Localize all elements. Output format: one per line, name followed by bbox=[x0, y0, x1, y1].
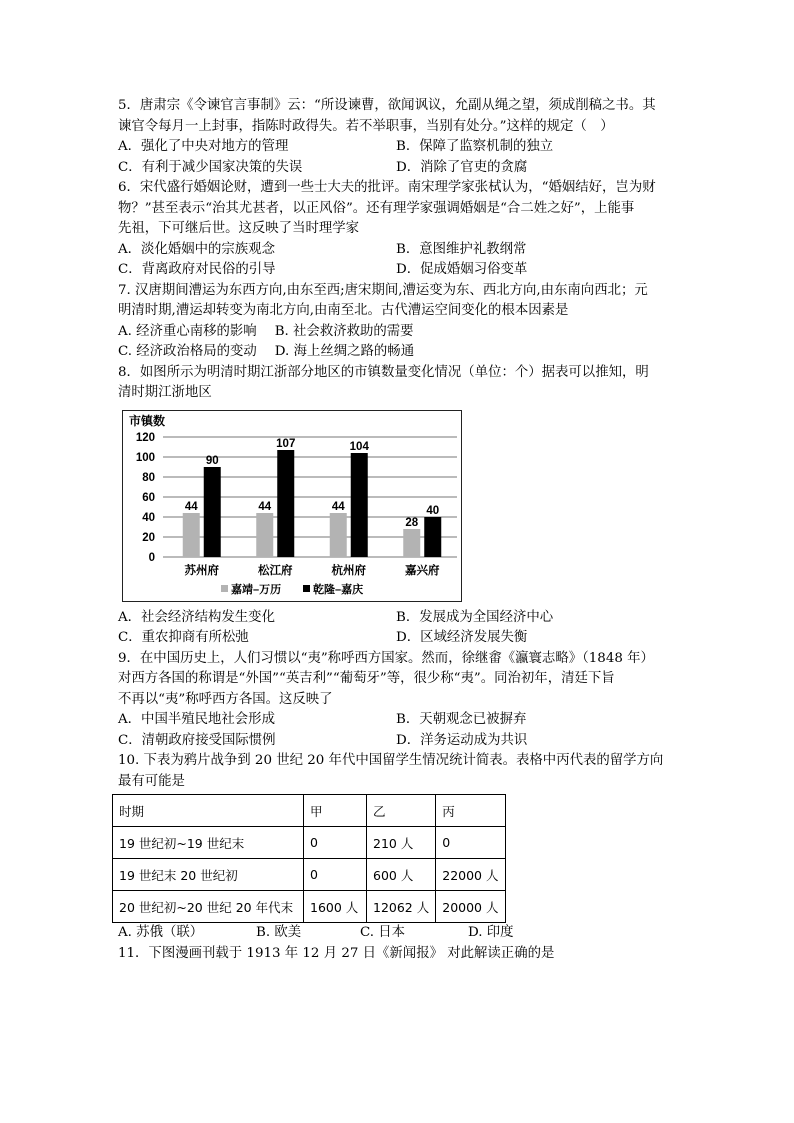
option-c: C. 日本 bbox=[360, 925, 406, 940]
question-10-stem-line: 最有可能是 bbox=[118, 773, 185, 789]
option-d: D．洋务运动成为共识 bbox=[396, 732, 528, 748]
question-11 bbox=[118, 944, 678, 965]
question-7-stem-line: 7. 汉唐期间漕运为东西方向,由东至西;唐宋期间,漕运变为东、西北方向,由东南向西北；元 bbox=[118, 282, 648, 298]
table-header-cell: 时期 bbox=[113, 795, 304, 827]
question-6 bbox=[118, 178, 678, 281]
y-tick-label: 20 bbox=[142, 531, 155, 544]
data-label: 90 bbox=[205, 454, 219, 467]
option-c: C．背离政府对民俗的引导 bbox=[118, 262, 276, 277]
option-c: C．重农抑商有所松弛 bbox=[118, 630, 249, 645]
table-cell: 1600 人 bbox=[304, 891, 367, 923]
question-6-options-row bbox=[118, 240, 678, 261]
y-tick-label: 0 bbox=[148, 551, 155, 564]
table-cell: 20 世纪初~20 世纪 20 年代末 bbox=[113, 891, 304, 923]
question-8-stem-line: 清时期江浙地区 bbox=[118, 385, 212, 400]
question-5-options-row bbox=[118, 158, 678, 179]
y-tick-label: 40 bbox=[142, 511, 155, 524]
question-5-stem-line: 谏官令每月一上封事，指陈时政得失。若不举职事，当别有处分。”这样的规定（ ） bbox=[118, 118, 614, 134]
option-d: D. 海上丝绸之路的畅通 bbox=[274, 344, 415, 359]
data-label: 107 bbox=[276, 437, 296, 450]
table-cell: 19 世纪末 20 世纪初 bbox=[113, 859, 304, 891]
bar-chart-svg bbox=[123, 411, 461, 601]
bar-series-2 bbox=[277, 450, 294, 557]
exam-page bbox=[118, 96, 678, 964]
option-a: A．淡化婚姻中的宗族观念 bbox=[118, 241, 275, 257]
question-5-stem-line: 5．唐肃宗《令谏官言事制》云：“所设谏曹，欲闻讽议，允副从绳之望，须成削稿之书。其 bbox=[118, 98, 656, 113]
table-cell: 12062 人 bbox=[367, 891, 436, 923]
option-d: D．促成婚姻习俗变革 bbox=[396, 262, 528, 277]
option-a: A．社会经济结构发生变化 bbox=[118, 609, 275, 625]
option-a: A. 苏俄（联） bbox=[118, 925, 204, 940]
option-b: B．意图维护礼教纲常 bbox=[396, 241, 527, 257]
table-header-row bbox=[113, 795, 506, 827]
option-b: B. 欧美 bbox=[256, 925, 302, 940]
x-tick-label: 杭州府 bbox=[331, 564, 366, 577]
data-label: 44 bbox=[184, 500, 198, 513]
students-abroad-table bbox=[112, 794, 506, 923]
x-tick-label: 苏州府 bbox=[184, 564, 219, 577]
table-cell: 600 人 bbox=[367, 859, 436, 891]
data-label: 40 bbox=[426, 504, 440, 517]
bar-series-1 bbox=[403, 529, 420, 557]
table-cell: 210 人 bbox=[367, 827, 436, 859]
option-c: C．清朝政府接受国际惯例 bbox=[118, 732, 276, 748]
question-9-stem-line: 不再以“夷”称呼西方各国。这反映了 bbox=[118, 691, 333, 707]
table-row bbox=[113, 827, 506, 859]
question-8-stem-line: 8．如图所示为明清时期江浙部分地区的市镇数量变化情况（单位：个）据表可以推知，明 bbox=[118, 364, 649, 380]
question-5 bbox=[118, 96, 678, 178]
bar-series-1 bbox=[256, 513, 273, 557]
question-7-options-row bbox=[118, 322, 678, 343]
legend-swatch bbox=[221, 585, 228, 592]
y-tick-label: 60 bbox=[142, 491, 155, 504]
bar-series-2 bbox=[351, 453, 368, 557]
data-label: 44 bbox=[258, 500, 272, 513]
question-8-options-row bbox=[118, 608, 678, 629]
question-10-stem-line: 10. 下表为鸦片战争到 20 世纪 20 年代中国留学生情况统计简表。表格中丙代表的留学方向 bbox=[118, 753, 664, 768]
y-tick-label: 100 bbox=[135, 451, 155, 464]
question-5-options-row bbox=[118, 137, 678, 158]
table-cell: 22000 人 bbox=[436, 859, 505, 891]
table-cell: 0 bbox=[436, 827, 505, 859]
question-6-stem-line: 先祖，下可继后世。这反映了当时理学家 bbox=[118, 221, 360, 236]
bar-series-2 bbox=[204, 467, 221, 557]
question-6-stem-line: 物？”甚至表示“治其尤甚者，以正风俗”。还有理学家强调婚姻是“合二姓之好”，上能事 bbox=[118, 200, 635, 216]
question-9-options-row bbox=[118, 731, 678, 752]
question-9 bbox=[118, 649, 678, 752]
option-b: B．发展成为全国经济中心 bbox=[396, 609, 554, 625]
table-cell: 0 bbox=[304, 827, 367, 859]
legend-label: 乾隆–嘉庆 bbox=[313, 583, 364, 596]
y-tick-label: 120 bbox=[135, 431, 155, 444]
question-8-options-row bbox=[118, 628, 678, 649]
option-c: C. 经济政治格局的变动 bbox=[118, 344, 257, 359]
table-header-cell: 乙 bbox=[367, 795, 436, 827]
x-tick-label: 嘉兴府 bbox=[405, 564, 440, 577]
question-10-options-row bbox=[118, 923, 678, 944]
option-d: D．区域经济发展失衡 bbox=[396, 630, 528, 645]
option-b: B．保障了监察机制的独立 bbox=[396, 139, 554, 154]
bar-series-2 bbox=[424, 517, 441, 557]
bar-series-1 bbox=[183, 513, 200, 557]
legend-swatch bbox=[303, 585, 310, 592]
question-9-options-row bbox=[118, 710, 678, 731]
y-axis-label: 市镇数 bbox=[129, 413, 166, 428]
table-cell: 20000 人 bbox=[436, 891, 505, 923]
data-label: 44 bbox=[331, 500, 345, 513]
table-header-cell: 丙 bbox=[436, 795, 505, 827]
question-10 bbox=[118, 751, 678, 944]
question-7-options-row bbox=[118, 342, 678, 363]
question-7 bbox=[118, 281, 678, 363]
option-b: B. 社会救济救助的需要 bbox=[274, 323, 414, 339]
question-9-stem-line: 对西方各国的称谓是“外国”“英吉利”“葡萄牙”等，很少称“夷”。同治初年，清廷下旨 bbox=[118, 671, 615, 686]
data-label: 104 bbox=[349, 440, 369, 453]
table-cell: 19 世纪初~19 世纪末 bbox=[113, 827, 304, 859]
table-row bbox=[113, 859, 506, 891]
question-9-stem-line: 9．在中国历史上，人们习惯以“夷”称呼西方国家。然而，徐继畬《瀛寰志略》（1848 年） bbox=[118, 650, 654, 666]
option-a: A．强化了中央对地方的管理 bbox=[118, 139, 289, 154]
y-tick-label: 80 bbox=[142, 471, 155, 484]
legend-label: 嘉靖–万历 bbox=[231, 583, 282, 596]
option-b: B．天朝观念已被摒弃 bbox=[396, 712, 527, 727]
question-6-options-row bbox=[118, 260, 678, 281]
x-tick-label: 松江府 bbox=[258, 564, 293, 577]
option-d: D．消除了官吏的贪腐 bbox=[396, 159, 528, 175]
question-8 bbox=[118, 363, 678, 649]
market-towns-bar-chart bbox=[122, 410, 462, 602]
option-d: D. 印度 bbox=[468, 925, 514, 940]
bar-series-1 bbox=[330, 513, 347, 557]
table-cell: 0 bbox=[304, 859, 367, 891]
table-header-cell: 甲 bbox=[304, 795, 367, 827]
question-6-stem-line: 6．宋代盛行婚姻论财，遭到一些士大夫的批评。南宋理学家张栻认为，“婚姻结好，岂为财 bbox=[118, 180, 656, 195]
question-7-stem-line: 明清时期,漕运却转变为南北方向,由南至北。古代漕运空间变化的根本因素是 bbox=[118, 303, 569, 318]
data-label: 28 bbox=[405, 516, 419, 529]
table-row bbox=[113, 891, 506, 923]
option-a: A．中国半殖民地社会形成 bbox=[118, 712, 275, 727]
question-11-stem-line: 11．下图漫画刊载于 1913 年 12 月 27 日《新闻报》 对此解读正确的是 bbox=[118, 945, 555, 961]
option-a: A. 经济重心南移的影响 bbox=[118, 323, 257, 339]
option-c: C．有利于减少国家决策的失误 bbox=[118, 159, 303, 175]
